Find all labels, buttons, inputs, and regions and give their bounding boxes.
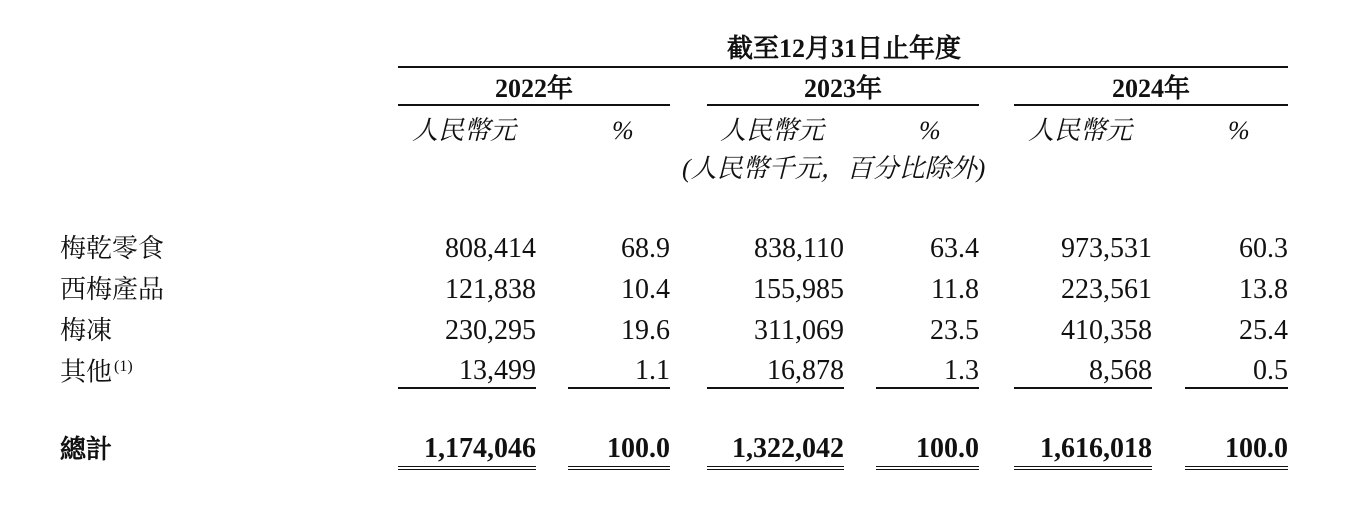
total-2023-amount bbox=[707, 435, 844, 470]
currency-header-2022: 人民幣元 bbox=[412, 116, 517, 145]
cell-r3-2022-amount: 230,295 bbox=[445, 315, 536, 346]
cell-r2-2023-pct: 11.8 bbox=[931, 274, 979, 305]
cell-r4-2024-pct-value: 0.5 bbox=[1185, 357, 1288, 389]
cell-r2-2022-pct: 10.4 bbox=[621, 274, 670, 305]
row-label-others bbox=[60, 359, 133, 386]
footnote-marker: (1) bbox=[114, 358, 133, 375]
currency-header-2024: 人民幣元 bbox=[1028, 116, 1133, 145]
row-label-plum-jelly: 梅凍 bbox=[60, 316, 113, 345]
cell-r4-2024-pct bbox=[1185, 357, 1288, 389]
cell-r3-2023-pct: 23.5 bbox=[930, 315, 979, 346]
cell-r4-2023-pct-value: 1.3 bbox=[876, 357, 979, 389]
total-label: 總計 bbox=[60, 435, 113, 464]
cell-r4-2024-amount bbox=[1014, 357, 1152, 389]
year-2023-rule bbox=[707, 104, 979, 106]
cell-r2-2024-pct: 13.8 bbox=[1239, 274, 1288, 305]
percent-header-2022: % bbox=[612, 116, 634, 145]
cell-r3-2024-amount: 410,358 bbox=[1061, 315, 1152, 346]
total-2022-amount bbox=[398, 435, 536, 470]
cell-r4-2023-amount bbox=[707, 357, 844, 389]
total-2022-pct bbox=[568, 435, 670, 470]
year-2022-rule bbox=[398, 104, 670, 106]
cell-r2-2022-amount: 121,838 bbox=[445, 274, 536, 305]
cell-r3-2022-pct: 19.6 bbox=[621, 315, 670, 346]
cell-r3-2023-amount: 311,069 bbox=[754, 315, 844, 346]
cell-r1-2022-amount: 808,414 bbox=[445, 233, 536, 264]
total-2023-pct-value: 100.0 bbox=[876, 435, 979, 470]
total-2022-amount-value: 1,174,046 bbox=[398, 435, 536, 470]
total-2022-pct-value: 100.0 bbox=[568, 435, 670, 470]
period-rule bbox=[398, 66, 1288, 68]
period-header: 截至12月31日止年度 bbox=[726, 34, 961, 63]
row-label-prune-products: 西梅產品 bbox=[60, 275, 165, 304]
total-2024-amount bbox=[1014, 435, 1152, 470]
cell-r3-2024-pct: 25.4 bbox=[1239, 315, 1288, 346]
year-2023-header: 2023年 bbox=[803, 74, 882, 103]
row-label-others-text: 其他 bbox=[60, 357, 113, 387]
total-2023-pct bbox=[876, 435, 979, 470]
unit-note: (人民幣千元，百分比除外) bbox=[682, 154, 986, 183]
cell-r4-2023-pct bbox=[876, 357, 979, 389]
cell-r4-2022-amount bbox=[398, 357, 536, 389]
cell-r1-2024-pct: 60.3 bbox=[1239, 233, 1288, 264]
cell-r2-2024-amount: 223,561 bbox=[1061, 274, 1152, 305]
year-2024-rule bbox=[1014, 104, 1288, 106]
cell-r1-2024-amount: 973,531 bbox=[1061, 233, 1152, 264]
year-2022-header: 2022年 bbox=[494, 74, 573, 103]
cell-r4-2022-pct-value: 1.1 bbox=[568, 357, 670, 389]
total-2024-pct bbox=[1185, 435, 1288, 470]
total-2023-amount-value: 1,322,042 bbox=[707, 435, 844, 470]
percent-header-2024: % bbox=[1228, 116, 1250, 145]
cell-r1-2023-amount: 838,110 bbox=[754, 233, 844, 264]
cell-r1-2023-pct: 63.4 bbox=[930, 233, 979, 264]
total-2024-pct-value: 100.0 bbox=[1185, 435, 1288, 470]
cell-r1-2022-pct: 68.9 bbox=[621, 233, 670, 264]
year-2024-header: 2024年 bbox=[1111, 74, 1190, 103]
cell-r4-2022-amount-value: 13,499 bbox=[398, 357, 536, 389]
cell-r4-2022-pct bbox=[568, 357, 670, 389]
currency-header-2023: 人民幣元 bbox=[720, 116, 825, 145]
row-label-prune-snacks: 梅乾零食 bbox=[60, 234, 165, 263]
total-2024-amount-value: 1,616,018 bbox=[1014, 435, 1152, 470]
cell-r4-2023-amount-value: 16,878 bbox=[707, 357, 844, 389]
percent-header-2023: % bbox=[919, 116, 941, 145]
cell-r4-2024-amount-value: 8,568 bbox=[1014, 357, 1152, 389]
cell-r2-2023-amount: 155,985 bbox=[753, 274, 844, 305]
